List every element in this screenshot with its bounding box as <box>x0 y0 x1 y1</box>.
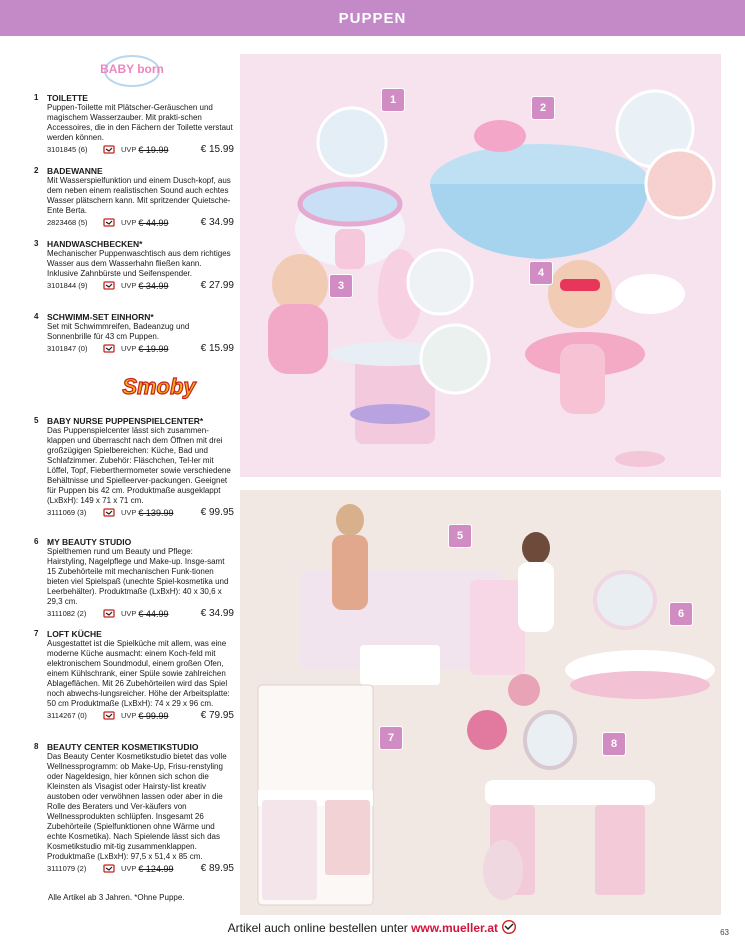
price-line <box>47 508 234 518</box>
product-item <box>34 93 234 155</box>
product-description: Mechanischer Puppenwaschtisch aus dem richtiges Wasser aus dem Wasserhahn fließen kann. Inklusive Zahnbürste und Seifenspender. <box>47 249 231 278</box>
uvp-label: UVP <box>121 711 137 720</box>
article-number: 3101847 (0) <box>47 344 88 353</box>
product-description: Set mit Schwimmreifen, Badeanzug und Sonnenbrille für 43 cm Puppen. <box>47 322 190 341</box>
product-number: 6 <box>34 537 39 546</box>
old-price: € 99.99 <box>138 711 169 721</box>
article-number: 3101844 (9) <box>47 281 88 290</box>
product-badge-1: 1 <box>381 88 405 112</box>
current-price: € 15.99 <box>200 144 234 155</box>
product-title: BABY NURSE PUPPENSPIELCENTER* <box>47 416 204 426</box>
product-item <box>34 312 234 354</box>
smoby-logo <box>116 372 202 405</box>
online-cart-icon <box>103 609 115 619</box>
old-price: € 124.99 <box>138 864 174 874</box>
product-item <box>34 629 234 721</box>
online-cart-icon <box>103 508 115 518</box>
product-badge-2: 2 <box>531 96 555 120</box>
smoby-photo-panel <box>240 490 721 915</box>
product-description: Das Puppenspielcenter lässt sich zusammen-klappen und überrascht nach dem Öffnen mit drei großzügigen Spielbereichen: Küche, Bad und Schlafzimmer. Zubehör: Fläschchen, Tel-ler mit Löffel, Topf, Fieberthermometer sowie verschiedene Behältnisse und Spielleerver-packungen. Geeignet für Puppen bis 42 cm. Produktmaße ausgeklappt (LxBxH): 149 x 71 x 71 cm. <box>47 426 231 505</box>
baby-born-logo-text: BABY born <box>100 62 164 76</box>
online-shop-icon <box>501 920 517 934</box>
price-line <box>47 344 234 354</box>
current-price: € 15.99 <box>200 343 234 354</box>
product-item <box>34 537 234 619</box>
price-line <box>47 711 234 721</box>
online-cart-icon <box>103 711 115 721</box>
product-number: 7 <box>34 629 39 638</box>
online-cart-icon <box>103 344 115 354</box>
uvp-label: UVP <box>121 864 137 873</box>
section-title: PUPPEN <box>338 9 407 27</box>
product-description: Spielthemen rund um Beauty und Pflege: Hairstyling, Nagelpflege und Make-up. Insge-samt 15 Zubehörteile mit mechanischen Funk-tionen bieten viel Spielspaß (unechte Spiel-kosmetika und Leerbehälter). Produktmaße (LxBxH): 40 x 30,6 x 29,3 cm. <box>47 547 229 606</box>
product-item <box>34 742 234 874</box>
price-line <box>47 609 234 619</box>
current-price: € 27.99 <box>200 280 234 291</box>
product-number: 3 <box>34 239 39 248</box>
article-number: 3114267 (0) <box>47 711 87 720</box>
article-number: 3101845 (6) <box>47 145 88 154</box>
product-title: MY BEAUTY STUDIO <box>47 537 132 547</box>
online-cart-icon <box>103 281 115 291</box>
product-number: 2 <box>34 166 39 175</box>
uvp-label: UVP <box>121 218 137 227</box>
online-cart-icon <box>103 218 115 228</box>
online-cart-icon <box>103 864 115 874</box>
product-title: BADEWANNE <box>47 166 103 176</box>
product-badge-7: 7 <box>379 726 403 750</box>
baby-born-logo <box>100 55 164 92</box>
product-number: 5 <box>34 416 39 425</box>
online-cart-icon <box>103 145 115 155</box>
article-number: 2823468 (5) <box>47 218 88 227</box>
old-price: € 19.99 <box>138 145 169 155</box>
current-price: € 79.95 <box>200 710 234 721</box>
baby-born-products-image <box>240 54 721 477</box>
uvp-label: UVP <box>121 508 137 517</box>
product-title: HANDWASCHBECKEN* <box>47 239 143 249</box>
product-title: SCHWIMM-SET EINHORN* <box>47 312 154 322</box>
product-description: Mit Wasserspielfunktion und einem Dusch-kopf, aus dem neben einem realistischen Sound auch echtes Wasser plätschern kann. Mit spritzender Quietsche-Ente Berta. <box>47 176 231 215</box>
old-price: € 44.99 <box>138 218 169 228</box>
baby-born-photo-panel <box>240 54 721 477</box>
article-number: 3111079 (2) <box>47 864 87 873</box>
product-description: Puppen-Toilette mit Plätscher-Geräuschen und magischem Wasserzauber. Mit prakti-schen Accessoires, die in den Fächern der Toilette verstaut werden können. <box>47 103 233 142</box>
uvp-label: UVP <box>121 344 137 353</box>
current-price: € 99.95 <box>200 507 234 518</box>
current-price: € 34.99 <box>200 608 234 619</box>
price-line <box>47 864 234 874</box>
old-price: € 34.99 <box>138 281 169 291</box>
article-number: 3111069 (3) <box>47 508 87 517</box>
product-number: 1 <box>34 93 39 102</box>
product-description: Das Beauty Center Kosmetikstudio bietet das volle Wellnessprogramm: ob Make-Up, Frisu-renstyling oder Nageldesign, hier können sich schon die Kleinsten als Visagist oder Hairsty-list kreativ austoben oder verwöhnen lassen oder aber in die Rolle des Beraters und Ver-käufers von Wellnessprodukten schlüpfen. Insgesamt 26 Zubehörteile (Spielfunktionen ohne Wärme und echte Kosmetika). Nach Spielende lässt sich das Kosmetikstudio mit-tig zusammenklappen. Produktmaße (LxBxH): 97,5 x 51,4 x 85 cm. <box>47 752 227 861</box>
product-title: TOILETTE <box>47 93 88 103</box>
smoby-products-image <box>240 490 721 915</box>
old-price: € 44.99 <box>138 609 169 619</box>
shop-url-link[interactable]: www.mueller.at <box>411 921 499 935</box>
product-badge-8: 8 <box>602 732 626 756</box>
section-header <box>0 0 745 36</box>
article-number: 3111082 (2) <box>47 609 87 618</box>
product-number: 4 <box>34 312 39 321</box>
old-price: € 139.99 <box>138 508 174 518</box>
current-price: € 34.99 <box>200 217 234 228</box>
product-item <box>34 239 234 291</box>
product-badge-4: 4 <box>529 261 553 285</box>
product-item <box>34 166 234 228</box>
product-title: BEAUTY CENTER KOSMETIKSTUDIO <box>47 742 199 752</box>
uvp-label: UVP <box>121 145 137 154</box>
old-price: € 19.99 <box>138 344 169 354</box>
product-item <box>34 416 234 518</box>
product-description: Ausgestattet ist die Spielküche mit allem, was eine moderne Küche ausmacht: einem Koch-feld mit elektronischem Soundmodul, einem großen Ofen, einem Kühlschrank, einer Spüle sowie zahlreichen Ablageflächen. Mit 26 Zubehörteilen wird das Spiel noch abwechs-lungsreicher. Höhe der Arbeitsplatte: 50 cm Produktmaße (LxBxH): 74 x 29 x 96 cm. <box>47 639 230 708</box>
smoby-logo-text: Smoby <box>122 374 196 399</box>
uvp-label: UVP <box>121 609 137 618</box>
current-price: € 89.95 <box>200 863 234 874</box>
product-badge-3: 3 <box>329 274 353 298</box>
product-title: LOFT KÜCHE <box>47 629 102 639</box>
product-number: 8 <box>34 742 39 751</box>
price-line <box>47 281 234 291</box>
uvp-label: UVP <box>121 281 137 290</box>
product-badge-6: 6 <box>669 602 693 626</box>
footnote: Alle Artikel ab 3 Jahren. *Ohne Puppe. <box>48 893 185 902</box>
footer <box>0 920 745 935</box>
product-badge-5: 5 <box>448 524 472 548</box>
price-line <box>47 218 234 228</box>
footer-text: Artikel auch online bestellen unter <box>227 921 408 935</box>
price-line <box>47 145 234 155</box>
page-number: 63 <box>720 928 729 937</box>
